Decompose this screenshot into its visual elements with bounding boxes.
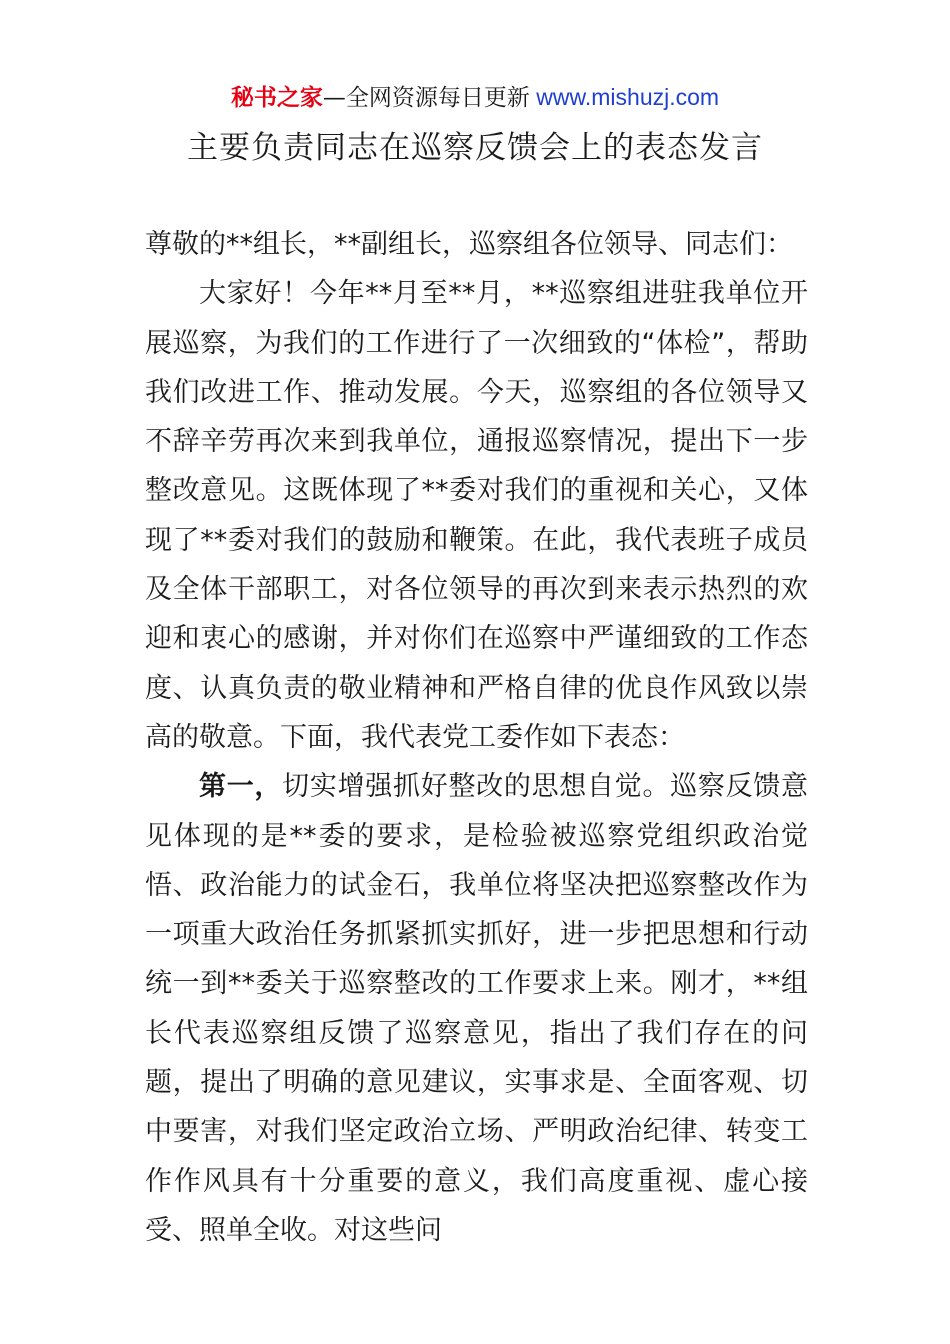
document-title: 主要负责同志在巡察反馈会上的表态发言	[187, 130, 763, 166]
point-body: 切实增强抓好整改的思想自觉。巡察反馈意见体现的是**委的要求，是检验被巡察党组织政治觉悟、政治能力的试金石，我单位将坚决把巡察整改作为一项重大政治任务抓紧抓实抓好，进一步把思想和行动统一到**委关于巡察整改的工作要求上来。刚才，**组长代表巡察组反馈了巡察意见，指出了我们存在的问题，提出了明确的意见建议，实事求是、全面客观、切中要害，对我们坚定政治立场、严明政治纪律、转变工作作风具有十分重要的意义，我们高度重视、虚心接受、照单全收。对这些问	[145, 771, 809, 1246]
site-banner	[0, 82, 950, 113]
paragraph-first-point	[145, 762, 808, 1255]
site-slogan: —全网资源每日更新	[322, 85, 530, 111]
document-body	[145, 220, 808, 1255]
site-url-link[interactable]: www.mishuzj.com	[529, 84, 720, 110]
salutation: 尊敬的**组长，**副组长，巡察组各位领导、同志们：	[145, 229, 793, 260]
site-brand-name: 秘书之家	[230, 85, 323, 111]
point-lead: 第一，	[199, 771, 283, 803]
paragraph-intro: 大家好！今年**月至**月，**巡察组进驻我单位开展巡察，为我们的工作进行了一次细致的“体检”，帮助我们改进工作、推动发展。今天，巡察组的各位领导又不辞辛劳再次来到我单位，通报巡察情况，提出下一步整改意见。这既体现了**委对我们的重视和关心，又体现了**委对我们的鼓励和鞭策。在此，我代表班子成员及全体干部职工，对各位领导的再次到来表示热烈的欢迎和衷心的感谢，并对你们在巡察中严谨细致的工作态度、认真负责的敬业精神和严格自律的优良作风致以崇高的敬意。下面，我代表党工委作如下表态：	[145, 278, 808, 753]
